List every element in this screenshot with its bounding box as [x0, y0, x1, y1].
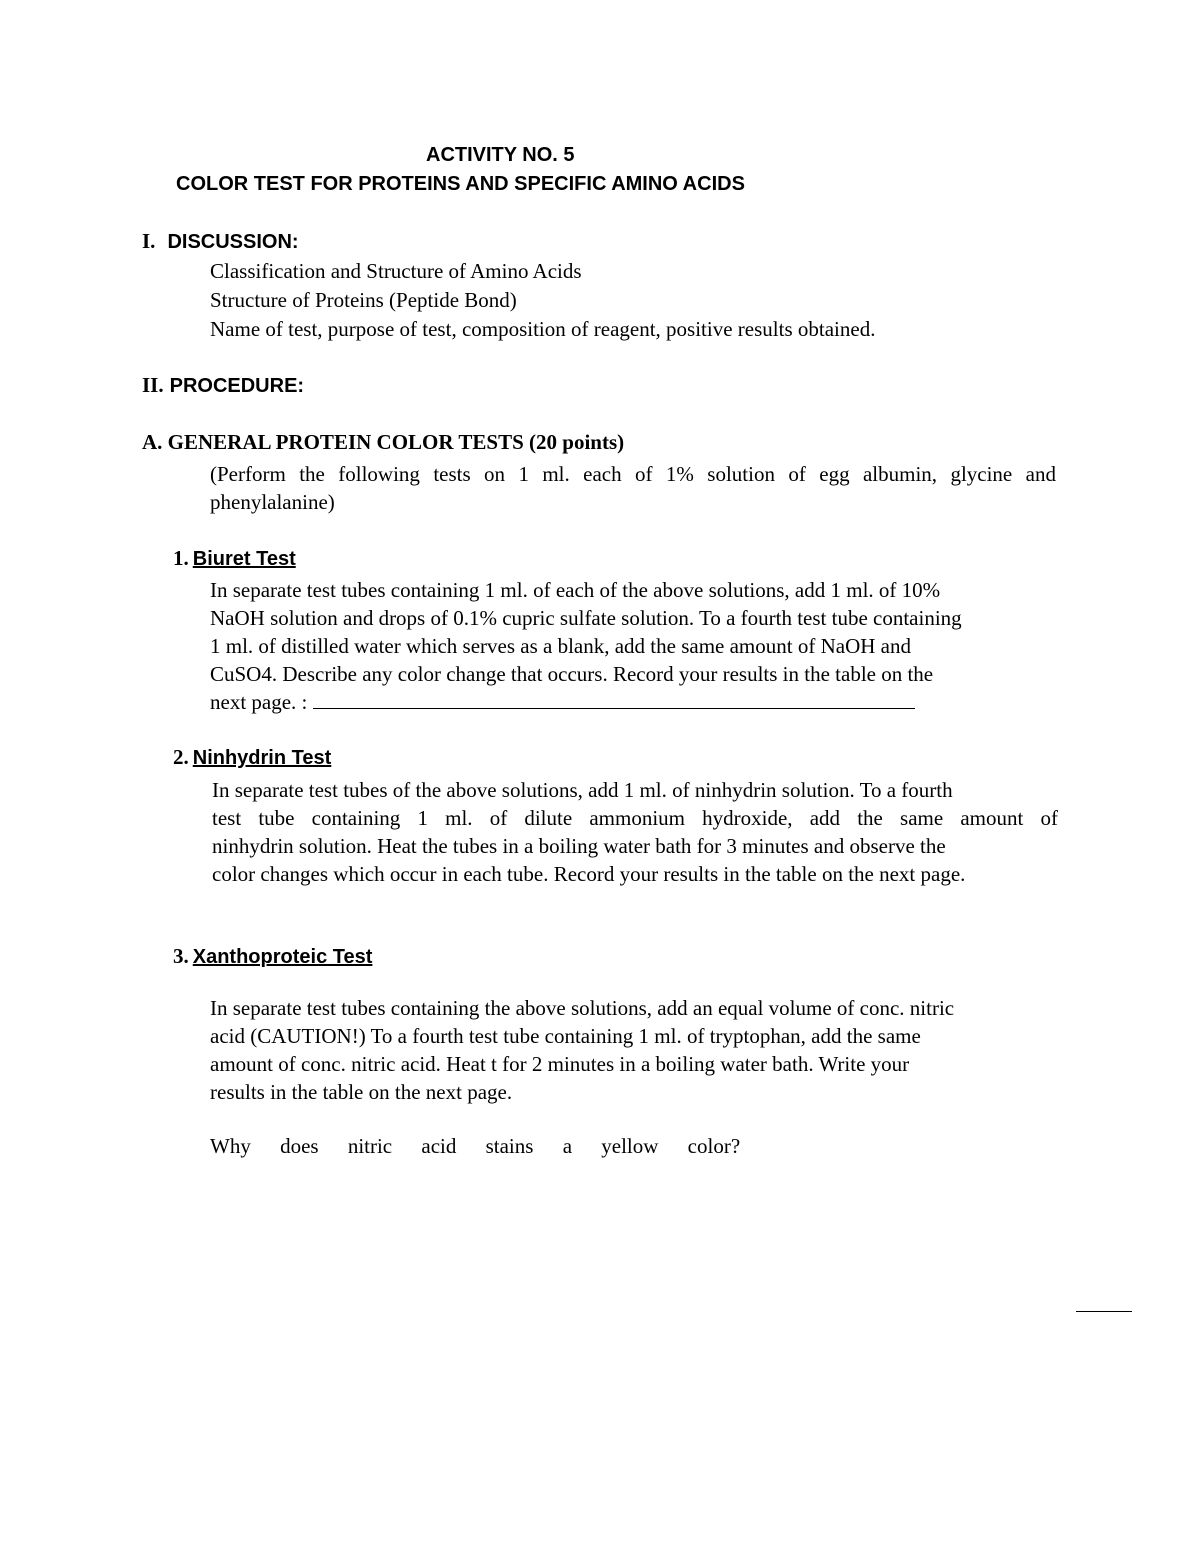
word: amount — [960, 806, 1024, 830]
word: of — [489, 806, 508, 830]
word: tests — [433, 462, 471, 486]
activity-number: ACTIVITY NO. 5 — [426, 144, 575, 166]
word: and — [1025, 462, 1056, 486]
section-a-heading: A. GENERAL PROTEIN COLOR TESTS (20 points) — [142, 430, 625, 454]
word: of — [788, 462, 806, 486]
biuret-heading — [173, 546, 296, 571]
ninhydrin-line: ninhydrin solution. Heat the tubes in a boiling water bath for 3 minutes and observe the — [212, 834, 946, 858]
word: 1 — [417, 806, 428, 830]
xanthoproteic-line: results in the table on the next page. — [210, 1080, 513, 1104]
word: on — [484, 462, 506, 486]
word: (Perform — [210, 462, 286, 486]
ninhydrin-paragraph — [212, 776, 1058, 888]
biuret-line: In separate test tubes containing 1 ml. of each of the above solutions, add 1 ml. of 10% — [210, 578, 941, 602]
biuret-paragraph — [210, 576, 962, 716]
word: test — [212, 806, 242, 830]
biuret-line: NaOH solution and drops of 0.1% cupric sulfate solution. To a fourth test tube containing — [210, 606, 962, 630]
xanthoproteic-line: In separate test tubes containing the above solutions, add an equal volume of conc. nitric — [210, 996, 955, 1020]
word: 1 — [518, 462, 529, 486]
word: egg — [819, 462, 850, 486]
biuret-number: 1. — [173, 546, 189, 570]
xanthoproteic-line: amount of conc. nitric acid. Heat t for 2 minutes in a boiling water bath. Write your — [210, 1052, 910, 1076]
ninhydrin-heading — [173, 745, 331, 770]
procedure-heading-number: II. — [142, 373, 164, 397]
biuret-title: Biuret Test — [192, 548, 296, 570]
word: ml. — [542, 462, 570, 486]
word: 1% — [665, 462, 694, 486]
xanthoproteic-question: Why does nitric acid stains a yellow color? — [210, 1134, 741, 1158]
word: ml. — [445, 806, 473, 830]
procedure-heading — [142, 373, 304, 398]
word: hydroxide, — [702, 806, 793, 830]
discussion-heading-label: DISCUSSION: — [167, 231, 299, 253]
discussion-item: Structure of Proteins (Peptide Bond) — [210, 288, 517, 312]
word: solution — [707, 462, 775, 486]
xanthoproteic-line: acid (CAUTION!) To a fourth test tube containing 1 ml. of tryptophan, add the same — [210, 1024, 921, 1048]
ninhydrin-title: Ninhydrin Test — [192, 747, 332, 769]
word: tube — [258, 806, 295, 830]
discussion-list — [210, 257, 875, 343]
word: of — [635, 462, 653, 486]
biuret-last-line — [210, 688, 962, 716]
word: containing — [311, 806, 401, 830]
answer-rule — [1076, 1311, 1132, 1312]
word: each — [583, 462, 622, 486]
word: the — [299, 462, 325, 486]
xanthoproteic-number: 3. — [173, 944, 189, 968]
biuret-line: CuSO4. Describe any color change that occurs. Record your results in the table on the — [210, 662, 934, 686]
word: ammonium — [589, 806, 685, 830]
discussion-heading-number: I. — [142, 229, 156, 253]
word: the — [857, 806, 883, 830]
word: albumin, — [862, 462, 938, 486]
xanthoproteic-title: Xanthoproteic Test — [192, 946, 373, 968]
procedure-heading-label: PROCEDURE: — [169, 375, 305, 397]
word: following — [338, 462, 420, 486]
section-a-note — [210, 460, 1056, 516]
ninhydrin-line: color changes which occur in each tube. Record your results in the table on the next page. — [212, 862, 966, 886]
section-a-note-line — [210, 460, 1056, 488]
discussion-item: Name of test, purpose of test, composition of reagent, positive results obtained. — [210, 317, 876, 341]
discussion-item: Classification and Structure of Amino Acids — [210, 259, 582, 283]
ninhydrin-number: 2. — [173, 745, 189, 769]
discussion-heading — [142, 229, 299, 254]
section-a-note-line: phenylalanine) — [210, 490, 335, 514]
activity-title: COLOR TEST FOR PROTEINS AND SPECIFIC AMINO ACIDS — [176, 173, 745, 195]
biuret-line: 1 ml. of distilled water which serves as a blank, add the same amount of NaOH and — [210, 634, 911, 658]
ninhydrin-line — [212, 804, 1058, 832]
biuret-line: next page. : — [210, 690, 308, 714]
word: glycine — [950, 462, 1013, 486]
word: dilute — [524, 806, 573, 830]
ninhydrin-line: In separate test tubes of the above solutions, add 1 ml. of ninhydrin solution. To a fourth — [212, 778, 953, 802]
word: same — [900, 806, 944, 830]
xanthoproteic-paragraph — [210, 994, 1058, 1106]
word: add — [809, 806, 841, 830]
xanthoproteic-heading — [173, 944, 372, 969]
answer-blank[interactable] — [313, 690, 915, 709]
word: of — [1040, 806, 1058, 830]
